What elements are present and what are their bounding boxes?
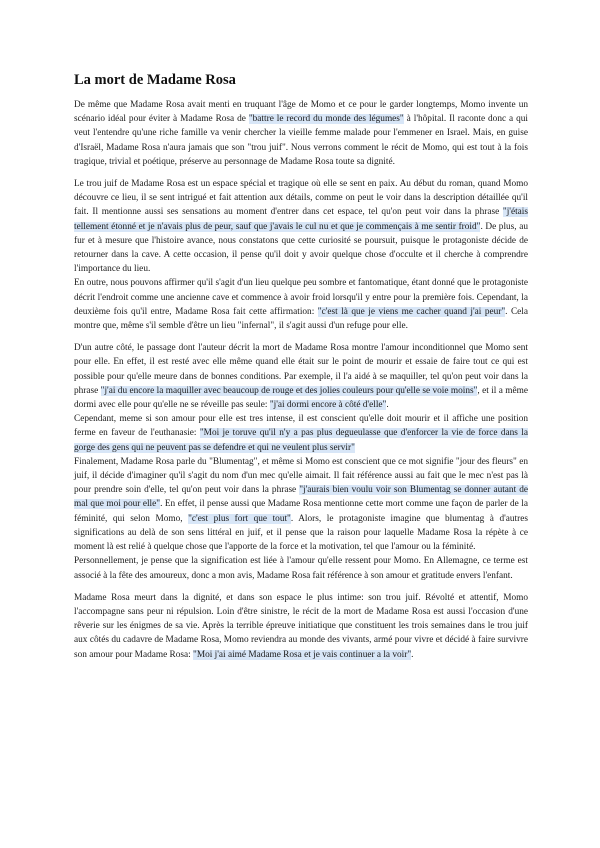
paragraph [74, 341, 528, 412]
text-run: Le trou juif de Madame Rosa est un espace spécial et tragique où elle se sent en paix. Au début du roman, quand Momo découvre ce lieu, il se sent intrigué et fait attention aux détails, comme on peut le voir dans la description détaillée qu'il fait. Il mentionne aussi ses sensations au moment d'entrer dans cet espace, tel qu'on peut voir dans la phrase [74, 179, 528, 218]
text-run: Cependant, meme si son amour pour elle est tres intense, il est conscient qu'elle doit mourir et il affiche une position ferme en faveur de l'euthanasie: [74, 414, 528, 439]
document-body [74, 72, 528, 662]
highlighted-quote: "c'est plus fort que tout" [188, 513, 291, 524]
text-run: . [386, 400, 389, 411]
paragraph [74, 177, 528, 276]
text-run: De même que Madame Rosa avait menti en truquant l'âge de Momo et ce pour le garder longtemps, Momo invente un scénario idéal pour éviter à Madame Rosa de [74, 100, 528, 125]
text-run: D'un autre côté, le passage dont l'auteur décrit la mort de Madame Rosa montre l'amour inconditionnel que Momo sent pour elle. En effet, il est resté avec elle même quand elle était sur le point de mourir et essaie de faire tout ce qui est possible pour qu'elle meure dans de bonnes conditions. Par exemple, il l'a aidé à se maquiller, tel qu'on peut voir dans la phrase [74, 343, 528, 396]
paragraph-container [74, 98, 528, 662]
document-title: La mort de Madame Rosa [74, 72, 236, 88]
highlighted-quote: "j'ai du encore la maquiller avec beaucoup de rouge et des jolies couleurs pour qu'elle se voie moins" [100, 385, 478, 396]
paragraph [74, 412, 528, 455]
text-run: Finalement, Madame Rosa parle du "Blumentag", et même si Momo est conscient que ce mot signifie "jour des fleurs" en juif, il décide d'imaginer qu'il s'agit du nom d'un mec qu'elle aimait. Il fait référence aussi au fait que le mec n'est pas là pour prendre soin d'elle, tel qu'on peut voir dans la phrase [74, 456, 528, 496]
paragraph [74, 455, 528, 554]
highlighted-quote: "j'étais tellement étonné et je n'avais plus de peur, sauf que j'avais le cul nu et que je commençais à me sentir froid" [74, 207, 528, 232]
text-run: Madame Rosa meurt dans la dignité, et dans son espace le plus intime: son trou juif. Révolté et attentif, Momo l'accompagne sans peur ni répulsion. Loin d'être sinistre, le récit de la mort de Madame Rosa est aussi l'occasion d'une rêverie sur les énigmes de sa vie. Après la terrible épreuve initiatique que constituent les trois semaines dans le trou juif aux côtés du cadavre de Madame Rosa, Momo reviendra au monde des vivants, armé pour vivre et décidé à faire survivre son amour pour Madame Rosa: [74, 592, 528, 660]
highlighted-quote: "battre le record du monde des légumes" [248, 114, 404, 125]
text-run: . Cela montre que, même s'il semble d'être un lieu "infernal", il s'agit aussi d'un refuge pour elle. [74, 306, 529, 332]
text-run: . De plus, au fur et à mesure que l'histoire avance, nous constatons que cette curiosité se poursuit, puisque le protagoniste décide de retourner dans la cave. A cette occasion, il pense qu'il doit y avoir quelque chose d'occulte et il cherche à comprendre l'importance du lieu. [74, 221, 528, 275]
paragraph [74, 276, 528, 333]
highlighted-quote: "j'aurais bien voulu voir son Blumentag se donner autant de mal que moi pour elle" [74, 485, 528, 510]
text-run: En outre, nous pouvons affirmer qu'il s'agit d'un lieu quelque peu sombre et fantomatique, étant donné que le protagoniste décrit l'endroit comme une ancienne cave et commence à avoir froid lorsqu'il y entre pour la première fois. Cependant, la deuxième fois qu'il entre, Madame Rosa fait cette affirmation: [74, 278, 528, 317]
highlighted-quote: "c'est là que je viens me cacher quand j'ai peur" [317, 306, 506, 317]
text-run: . Alors, le protagoniste imagine que blumentag à d'autres significations au delà de son sens littéral en juif, et il pense que la raison pour laquelle Madame Rosa la répète à ce moment là est relié à quelque chose que l'apporte de la force et la motivation, tel que l'amour ou la féminité. [74, 513, 528, 553]
paragraph [74, 554, 528, 582]
text-run: . [411, 649, 414, 660]
highlighted-quote: "Moi j'ai aimé Madame Rosa et je vais continuer a la voir" [193, 649, 412, 660]
text-run: à l'hôpital. Il raconte donc a qui veut l'entendre qu'une riche famille va venir chercher la vieille femme malade pour l'emmener en Israel. Mais, en guise d'Israël, Madame Rosa n'aura jamais que son "trou juif". Nous verrons comment le récit de Momo, qui est tout à la fois tragique, trivial et poétique, préserve au personnage de Madame Rosa toute sa dignité. [74, 114, 529, 167]
highlighted-quote: "j'ai dormi encore à côté d'elle" [269, 400, 387, 411]
paragraph [74, 591, 528, 662]
text-run: Personnellement, je pense que la signification est liée à l'amour qu'elle ressent pour Momo. En Allemagne, ce terme est associé à la fête des amoureux, donc a mon avis, Madame Rosa fait référence à son amour et gratitude envers l'enfant. [74, 556, 528, 581]
text-run: . En effet, il pense aussi que Madame Rosa mentionne cette mort comme une façon de parler de la féminité, qui selon Momo, [74, 499, 528, 524]
text-run: , et il a même dormi avec elle pour qu'elle ne se réveille pas seule: [74, 385, 529, 411]
paragraph [74, 98, 528, 169]
highlighted-quote: "Moi je toruve qu'il n'y a pas plus degueulasse que d'enforcer la vie de force dans la gorge des gens qui ne peuvent pas se defendre et qui ne veulent plus servir" [74, 428, 528, 453]
